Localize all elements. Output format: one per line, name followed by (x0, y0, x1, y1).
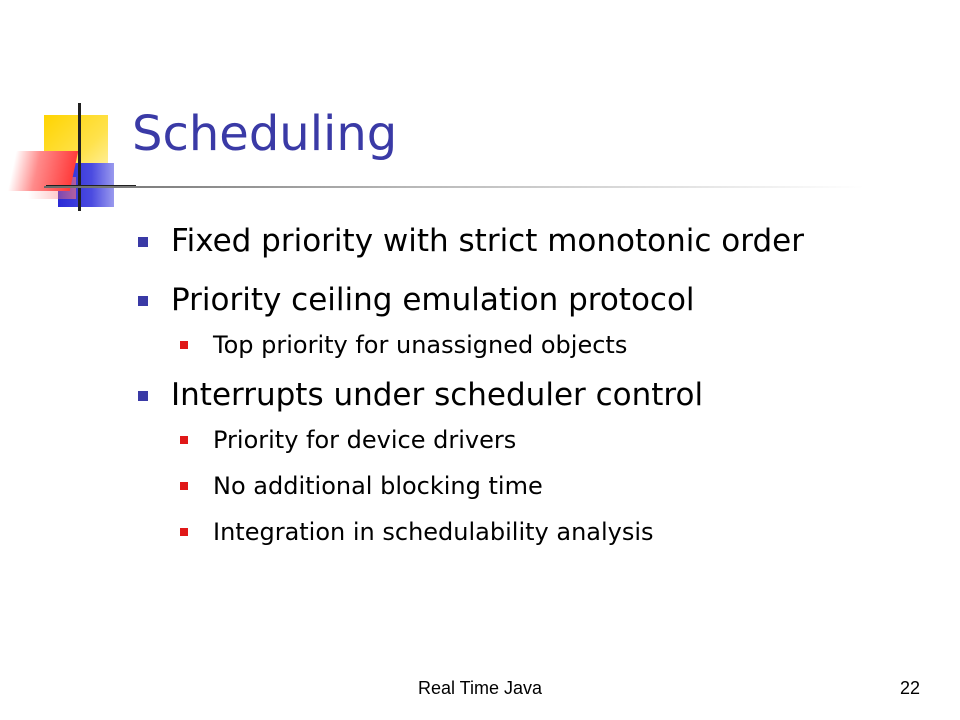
sub-bullet-item (180, 471, 898, 501)
slide-number: 22 (899, 678, 920, 698)
sub-bullet-text: Priority for device drivers (213, 426, 517, 454)
small-square-bullet-icon (180, 482, 188, 490)
sub-bullet-text: Integration in schedulability analysis (213, 518, 654, 546)
colored-squares-logo-icon (0, 95, 140, 225)
bullet-item (138, 222, 898, 261)
footer-title: Real Time Java (417, 678, 543, 698)
logo-vertical-line (78, 103, 81, 211)
bullet-list (138, 222, 898, 547)
sub-bullet-list (138, 425, 898, 547)
title-divider (44, 186, 864, 188)
sub-bullet-item (180, 517, 898, 547)
sub-bullet-group (138, 425, 898, 547)
sub-bullet-text: No additional blocking time (213, 472, 543, 500)
sub-bullet-item (180, 330, 898, 360)
sub-bullet-list (138, 330, 898, 360)
square-bullet-icon (138, 391, 148, 401)
small-square-bullet-icon (180, 528, 188, 536)
small-square-bullet-icon (180, 436, 188, 444)
bullet-text: Fixed priority with strict monotonic order (171, 223, 804, 259)
slide-content (138, 222, 898, 563)
square-bullet-icon (138, 296, 148, 306)
square-bullet-icon (138, 237, 148, 247)
sub-bullet-text: Top priority for unassigned objects (213, 331, 628, 359)
bullet-text: Priority ceiling emulation protocol (171, 282, 695, 318)
sub-bullet-item (180, 425, 898, 455)
bullet-text: Interrupts under scheduler control (171, 377, 704, 413)
bullet-item (138, 376, 898, 415)
bullet-item (138, 281, 898, 320)
slide-title: Scheduling (132, 106, 398, 162)
sub-bullet-group (138, 330, 898, 360)
small-square-bullet-icon (180, 341, 188, 349)
